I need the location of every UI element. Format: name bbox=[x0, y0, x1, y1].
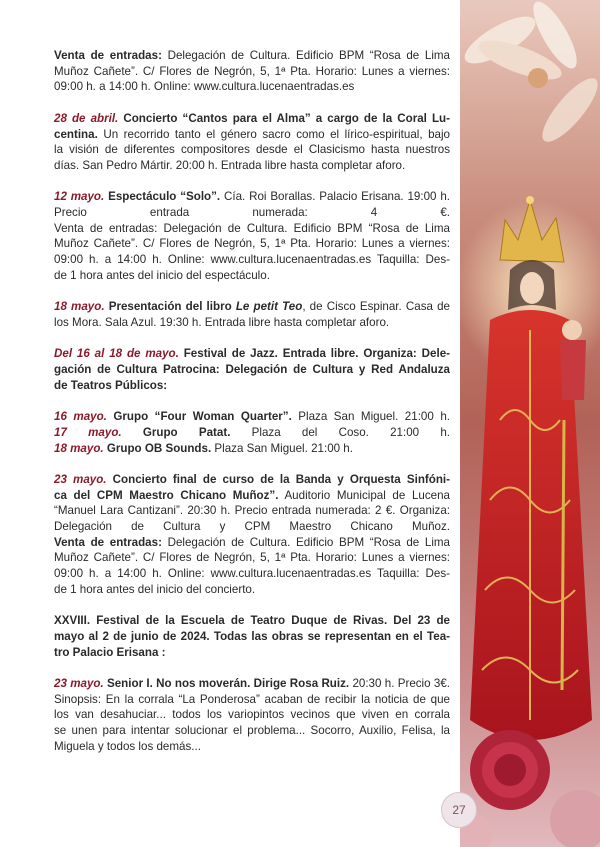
text-line bbox=[54, 268, 450, 284]
text-run: , de Cisco Espinar. Casa de bbox=[302, 300, 450, 314]
text-run: de 1 hora antes del inicio del espectáculo. bbox=[54, 268, 270, 282]
event-date: 16 mayo. bbox=[54, 410, 107, 424]
text-line bbox=[54, 535, 450, 551]
text-line bbox=[54, 582, 450, 598]
text-run: Delegación de Cultura y CPM Maestro Chicano Muñoz. bbox=[54, 520, 450, 533]
text-line bbox=[54, 111, 450, 127]
event-date: 28 de abril. bbox=[54, 111, 119, 125]
text-line bbox=[54, 158, 450, 174]
text-run: días. San Pedro Mártir. 20:00 h. Entrada libre hasta completar aforo. bbox=[54, 158, 406, 172]
text-run: Venta de entradas: bbox=[54, 535, 162, 549]
text-run: Concierto “Cantos para el Alma” a cargo de la Coral Lu- bbox=[118, 111, 450, 125]
text-run: Grupo Patat. bbox=[121, 425, 231, 439]
text-line bbox=[54, 441, 450, 457]
text-run: centina. bbox=[54, 127, 98, 141]
text-line bbox=[54, 409, 450, 425]
text-line bbox=[54, 692, 450, 708]
text-line bbox=[54, 79, 450, 95]
text-run: tro Palacio Erisana : bbox=[54, 645, 166, 659]
text-run: Delegación de Cultura. Edificio BPM “Rosa de Lima bbox=[161, 49, 451, 62]
text-line bbox=[54, 676, 450, 692]
text-line bbox=[54, 142, 450, 158]
text-line bbox=[54, 472, 450, 488]
text-run: Venta de entradas: Delegación de Cultura. Edificio BPM “Rosa de Lima bbox=[54, 221, 450, 235]
text-run: Delegación de Cultura. Edificio BPM “Rosa de Lima bbox=[161, 535, 451, 549]
text-line bbox=[54, 299, 450, 315]
text-run: ca del CPM Maestro Chicano Muñoz”. bbox=[54, 488, 279, 502]
text-run: gación de Cultura Patrocina: Delegación de Cultura y Red Andaluza bbox=[54, 363, 450, 376]
text-run: Cía. Roi Borallas. Palacio Erisana. 19:00 h. bbox=[220, 190, 450, 204]
virgin-image-panel bbox=[460, 0, 600, 847]
text-line bbox=[54, 189, 450, 205]
text-run: 20:30 h. Precio 3€. bbox=[349, 677, 450, 690]
text-run: Un recorrido tanto el género sacro como el lírico-espiritual, bajo bbox=[97, 127, 450, 141]
text-line bbox=[54, 236, 450, 252]
event-listing bbox=[54, 48, 450, 770]
event-block bbox=[54, 472, 450, 598]
event-date: 18 mayo. bbox=[54, 441, 104, 455]
text-line bbox=[54, 252, 450, 268]
event-date: 12 mayo. bbox=[54, 190, 105, 204]
text-line bbox=[54, 629, 450, 645]
text-line bbox=[54, 645, 450, 661]
text-line bbox=[54, 221, 450, 237]
text-run: se unen para intentar solucionar el problema... Socorro, Auxilio, Felisa, la bbox=[54, 724, 450, 738]
text-line bbox=[54, 550, 450, 566]
event-block bbox=[54, 346, 450, 393]
text-run: Precio entrada numerada: 4 €. bbox=[54, 206, 450, 219]
text-run: de 1 hora antes del inicio del concierto. bbox=[54, 582, 256, 596]
text-run: Plaza del Coso. 21:00 h. bbox=[230, 425, 451, 439]
text-line bbox=[54, 127, 450, 143]
text-run: Concierto final de curso de la Banda y Orquesta Sinfóni- bbox=[106, 472, 451, 486]
text-line bbox=[54, 346, 450, 362]
text-run: 09:00 h. a 14:00 h. Online: www.cultura.lucenaentradas.es bbox=[54, 80, 355, 94]
text-run: de Teatros Públicos: bbox=[54, 378, 168, 392]
event-block bbox=[54, 111, 450, 174]
event-block bbox=[54, 409, 450, 456]
text-run: Le petit Teo bbox=[235, 300, 303, 314]
text-run: XXVIII. Festival de la Escuela de Teatro Duque de Rivas. Del 23 de bbox=[54, 614, 450, 628]
text-run: los Mora. Sala Azul. 19:30 h. Entrada libre hasta completar aforo. bbox=[54, 315, 390, 329]
text-line bbox=[54, 315, 450, 331]
text-run: la visión de diferentes compositores desde el Clasicismo hasta nuestros bbox=[54, 143, 450, 157]
text-run: Senior I. No nos moverán. Dirige Rosa Ruiz. bbox=[103, 677, 350, 690]
text-run: Venta de entradas: bbox=[54, 49, 162, 62]
text-run: Plaza San Miguel. 21:00 h. bbox=[211, 441, 353, 455]
text-line bbox=[54, 519, 450, 535]
text-run: Plaza San Miguel. 21:00 h. bbox=[291, 410, 450, 424]
text-run: “Manuel Lara Cantizani”. 20:30 h. Precio entrada numerada: 2 €. Organiza: bbox=[54, 504, 450, 518]
text-run: 09:00 h. a 14:00 h. Online: www.cultura.lucenaentradas.es Taquilla: Des- bbox=[54, 253, 450, 267]
event-block bbox=[54, 299, 450, 330]
event-date: Del 16 al 18 de mayo. bbox=[54, 347, 179, 361]
text-run: 09:00 h. a 14:00 h. Online: www.cultura.lucenaentradas.es Taquilla: Des- bbox=[54, 567, 450, 581]
text-line bbox=[54, 503, 450, 519]
event-date: 18 mayo. bbox=[54, 300, 105, 314]
event-date: 23 mayo. bbox=[54, 677, 104, 690]
text-run: Grupo “Four Woman Quarter”. bbox=[106, 410, 292, 424]
event-date: 17 mayo. bbox=[54, 425, 122, 439]
event-block bbox=[54, 189, 450, 283]
event-block bbox=[54, 48, 450, 95]
event-block bbox=[54, 676, 450, 755]
text-line bbox=[54, 425, 450, 441]
text-line bbox=[54, 64, 450, 80]
text-run: Sinopsis: En la corrala “La Ponderosa” acaban de recibir la noticia de que bbox=[54, 692, 450, 706]
virgin-statue-illustration bbox=[460, 0, 600, 847]
text-run: Espectáculo “Solo”. bbox=[104, 190, 221, 204]
text-run: Grupo OB Sounds. bbox=[103, 441, 212, 455]
text-line bbox=[54, 566, 450, 582]
text-line bbox=[54, 48, 450, 64]
text-line bbox=[54, 378, 450, 394]
page-number: 27 bbox=[441, 792, 477, 828]
text-line bbox=[54, 488, 450, 504]
text-line bbox=[54, 205, 450, 221]
text-line bbox=[54, 707, 450, 723]
text-run: Miguela y todos los demás... bbox=[54, 739, 201, 753]
text-run: Festival de Jazz. Entrada libre. Organiza: Dele- bbox=[178, 347, 450, 361]
text-line bbox=[54, 739, 450, 755]
text-run: los van desahuciar... todos los variopintos vecinos que viven en corrala bbox=[54, 708, 450, 722]
text-run: Muñoz Cañete”. C/ Flores de Negrón, 5, 1ª Pta. Horario: Lunes a viernes: bbox=[54, 551, 450, 565]
text-line bbox=[54, 613, 450, 629]
event-block bbox=[54, 613, 450, 660]
text-run: mayo al 2 de junio de 2024. Todas las obras se representan en el Tea- bbox=[54, 629, 450, 643]
text-run: Auditorio Municipal de Lucena bbox=[278, 488, 450, 502]
text-run: Presentación del libro bbox=[104, 300, 236, 314]
event-date: 23 mayo. bbox=[54, 472, 107, 486]
text-run: Muñoz Cañete”. C/ Flores de Negrón, 5, 1ª Pta. Horario: Lunes a viernes: bbox=[54, 64, 450, 78]
text-line bbox=[54, 723, 450, 739]
text-line bbox=[54, 362, 450, 378]
text-run: Muñoz Cañete”. C/ Flores de Negrón, 5, 1ª Pta. Horario: Lunes a viernes: bbox=[54, 237, 450, 251]
